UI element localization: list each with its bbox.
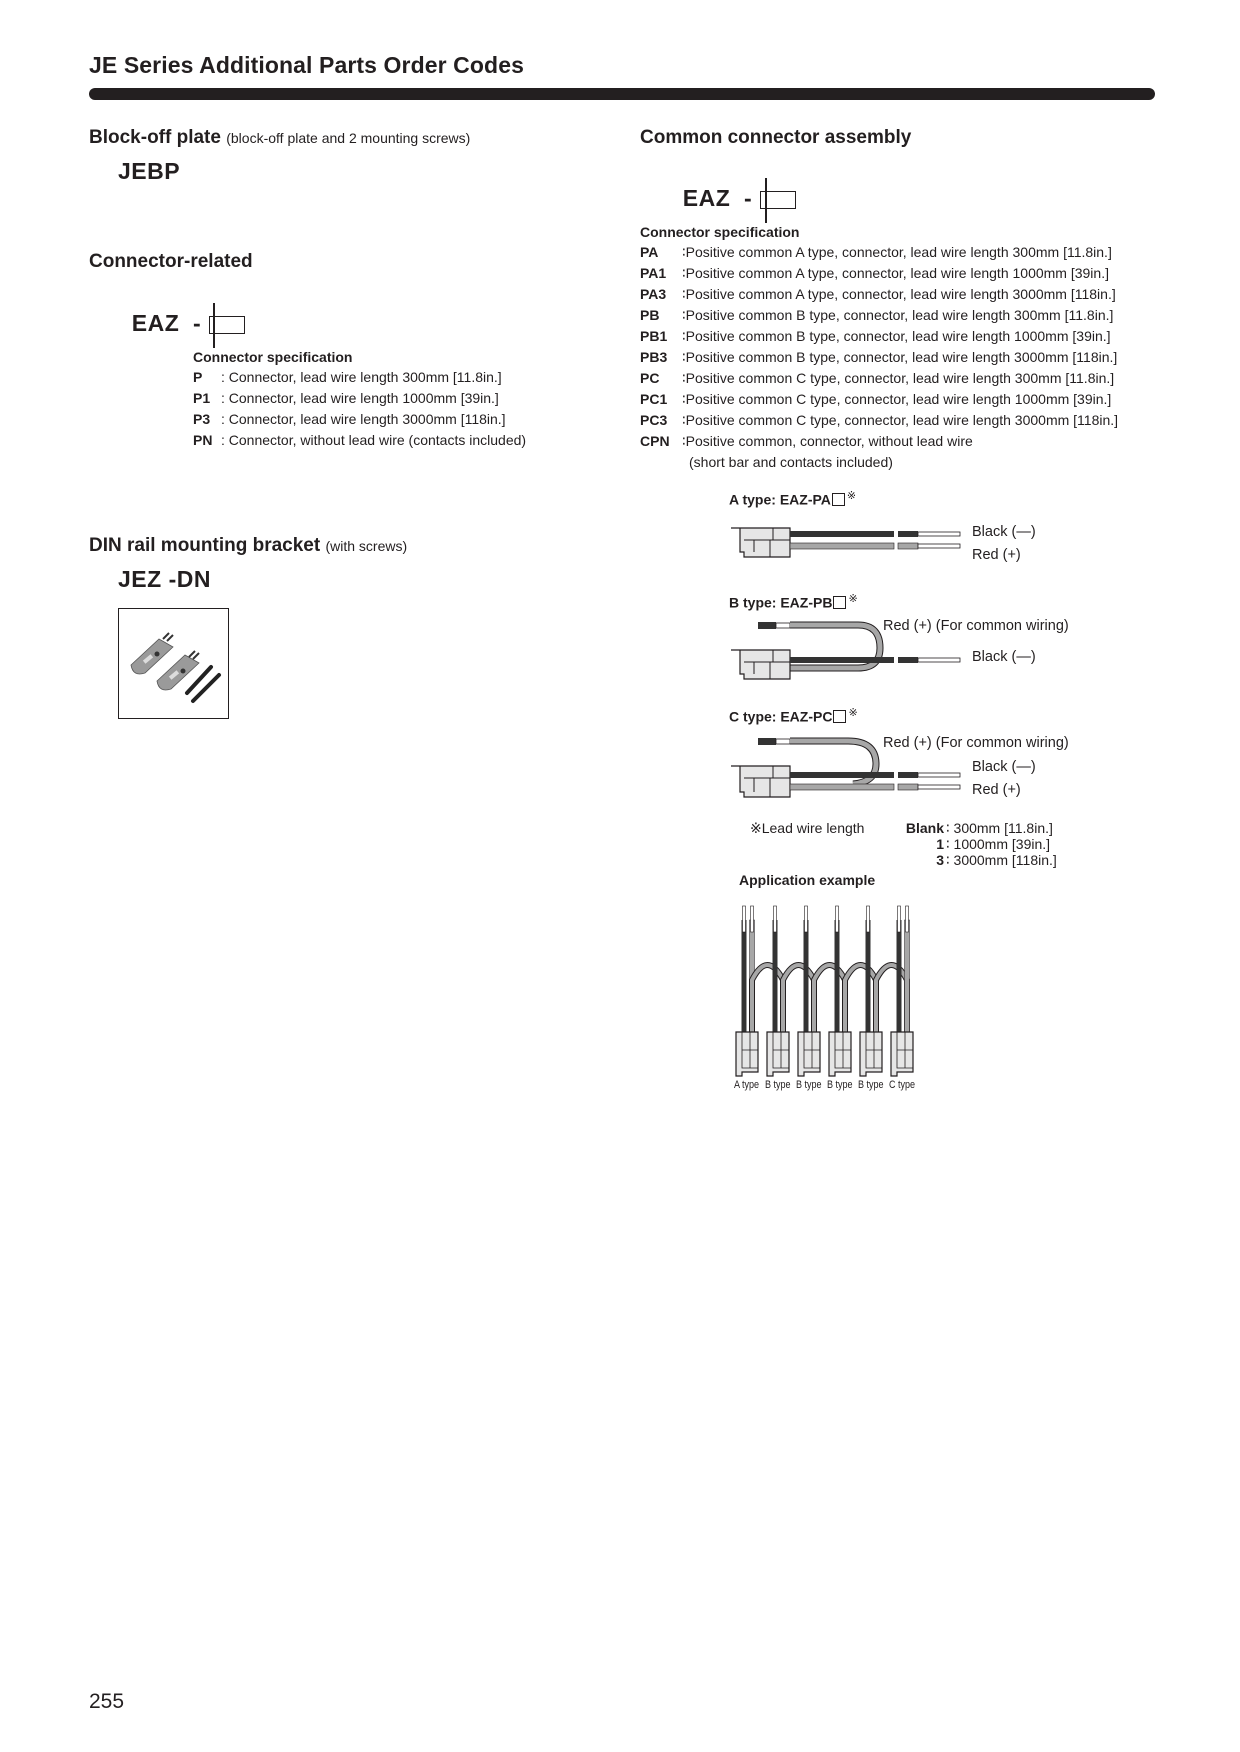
spec-row [193,430,526,451]
b-type-label-black: Black (—) [972,649,1036,665]
spec-desc: ∶Positive common B type, connector, lead wire length 3000mm [118in.] [682,349,1118,365]
wire-tip [743,906,746,932]
spec-key: P1 [193,390,211,406]
connector-housing-icon [798,1032,820,1076]
red-wire-end [898,543,918,549]
spec-desc: ∶Positive common C type, connector, lead wire length 300mm [11.8in.] [682,370,1115,386]
b-type-title [729,592,858,611]
spec-row [640,326,1118,347]
spec-desc: ∶Positive common A type, connector, lead wire length 300mm [11.8in.] [682,244,1112,260]
c-type-label-black: Black (—) [972,759,1036,775]
spec-row [640,368,1118,389]
spec-desc: : Connector, lead wire length 300mm [11.8in.] [221,369,502,385]
din-bracket-photo [118,608,229,719]
application-type-label: B type [765,1079,791,1091]
c-type-label-red: Red (+) [972,782,1021,798]
application-type-label: B type [858,1079,884,1091]
spec-desc: ∶Positive common A type, connector, lead wire length 1000mm [39in.] [682,265,1109,281]
a-type-title-text: A type: EAZ-PA [729,491,831,508]
spec-key: PA [640,244,659,260]
black-wire [835,920,840,1032]
title-rule [89,88,1155,100]
connector-housing-icon [731,528,790,557]
common-connector-code [669,158,796,212]
black-wire [804,920,809,1032]
common-wire [876,965,907,1032]
connector-housing-icon [767,1032,789,1076]
connector-related-spec-heading: Connector specification [193,349,353,365]
spec-row [640,305,1118,326]
spec-desc: ∶Positive common C type, connector, lead wire length 1000mm [39in.] [682,391,1112,407]
block-off-plate-subtitle: (block-off plate and 2 mounting screws) [226,130,471,146]
placeholder-box [833,596,846,609]
spec-key: PB3 [640,349,668,365]
wire-tip [906,906,909,932]
spec-row [640,242,1118,263]
black-wire [897,920,902,1032]
code-placeholder-box [209,316,245,334]
spec-key: CPN [640,433,670,449]
spec-desc: ∶Positive common, connector, without lead wire [682,433,973,449]
black-wire [742,920,747,1032]
a-type-label-black: Black (—) [972,524,1036,540]
spec-key: PC1 [640,391,668,407]
spec-desc: : Connector, lead wire length 1000mm [39in.] [221,390,499,406]
wire-tip [774,906,777,932]
connector-related-code-prefix: EAZ - [131,310,202,336]
spec-desc: : Connector, without lead wire (contacts included) [221,432,527,448]
c-type-title-text: C type: EAZ-PC [729,708,833,725]
black-wire-tip [918,658,960,662]
spec-key: PB1 [640,328,668,344]
application-example-title: Application example [739,872,876,888]
din-bracket-icon [119,609,227,717]
spec-desc: ∶Positive common A type, connector, lead wire length 3000mm [118in.] [682,286,1116,302]
wire-tip [867,906,870,932]
common-connector-spec-heading: Connector specification [640,224,800,240]
option-key: Blank [905,820,944,836]
common-wire [752,965,783,1032]
application-type-label: A type [734,1079,760,1091]
connector-housing-icon [736,1032,758,1076]
wire-tip [898,906,901,932]
red-wire [905,920,910,1032]
black-wire-end [898,657,918,663]
spec-key: PN [193,432,213,448]
spec-row [640,431,1118,452]
black-wire-end [898,772,918,778]
common-connector-title: Common connector assembly [640,127,912,148]
connector-related-spec-list [193,367,526,451]
connector-housing-icon [829,1032,851,1076]
a-type-diagram [728,520,968,565]
spec-row [193,388,526,409]
spec-row [640,347,1118,368]
block-off-plate-title: Block-off plate [89,127,221,148]
common-connector-code-prefix: EAZ - [682,185,753,211]
application-example-diagram [728,900,928,1090]
red-wire-end [898,784,918,790]
application-type-label: B type [796,1079,822,1091]
leader-line [765,178,767,223]
note-mark: ※ [848,707,858,719]
spec-row [640,263,1118,284]
terminal-icon [758,738,790,745]
wire-tip [751,906,754,932]
wire-tip [805,906,808,932]
option-key: 3 [936,852,944,868]
connector-housing-icon [860,1032,882,1076]
connector-related-code [118,283,245,337]
spec-key: PA3 [640,286,667,302]
c-type-title [729,706,858,725]
b-type-label-red-common: Red (+) (For common wiring) [883,618,1069,634]
application-type-label: B type [827,1079,853,1091]
connector-housing-icon [891,1032,913,1076]
leader-line [213,303,215,348]
black-wire [790,772,894,778]
spec-row-continuation: (short bar and contacts included) [689,454,893,470]
spec-key: PA1 [640,265,667,281]
lead-wire-option-value: ∶ 300mm [11.8in.] [946,820,1053,836]
placeholder-box [832,493,845,506]
spec-row [640,284,1118,305]
din-rail-subtitle: (with screws) [325,538,408,554]
red-wire [790,543,894,549]
lead-wire-note-label: ※Lead wire length [750,820,865,836]
lead-wire-option-key [860,852,944,868]
connector-housing-icon [731,766,790,797]
black-wire-tip [918,773,960,777]
option-key: 1 [936,836,944,852]
spec-row [640,389,1118,410]
b-type-title-text: B type: EAZ-PB [729,594,833,611]
lead-wire-option-key [860,836,944,852]
spec-row [193,409,526,430]
red-wire-tip [918,785,960,789]
black-wire-tip [918,532,960,536]
placeholder-box [833,710,846,723]
a-type-title [729,489,856,508]
block-off-plate-code: JEBP [118,158,181,184]
red-wire-tip [918,544,960,548]
black-wire-end [898,531,918,537]
spec-key: P3 [193,411,211,427]
terminal-icon [758,622,790,629]
din-rail-code: JEZ -DN [118,566,211,592]
spec-desc: : Connector, lead wire length 3000mm [118in.] [221,411,506,427]
connector-housing-icon [731,650,790,679]
common-wire [845,965,876,1032]
lead-wire-option-value: ∶ 1000mm [39in.] [946,836,1051,852]
common-connector-spec-list [640,242,1118,473]
red-wire [790,784,894,790]
spec-desc: ∶Positive common B type, connector, lead wire length 300mm [11.8in.] [682,307,1114,323]
din-rail-title: DIN rail mounting bracket [89,535,321,556]
black-wire [790,531,894,537]
spec-row [193,367,526,388]
spec-desc: ∶Positive common C type, connector, lead wire length 3000mm [118in.] [682,412,1119,428]
lead-wire-option-value: ∶ 3000mm [118in.] [946,852,1057,868]
a-type-label-red: Red (+) [972,547,1021,563]
application-type-label: C type [889,1079,916,1091]
note-mark: ※ [846,490,857,502]
page-number: 255 [89,1690,125,1713]
connector-related-title: Connector-related [89,251,253,272]
common-wire [783,965,814,1032]
spec-desc: ∶Positive common B type, connector, lead wire length 1000mm [39in.] [682,328,1111,344]
din-rail-heading [89,535,407,557]
spec-key: PC3 [640,412,668,428]
note-mark: ※ [848,593,858,605]
block-off-plate-heading [89,127,470,149]
black-wire [773,920,778,1032]
black-wire [866,920,871,1032]
spec-key: PB [640,307,660,323]
black-wire [790,657,894,663]
wire-tip [836,906,839,932]
spec-key: P [193,369,203,385]
common-wire [814,965,845,1032]
c-type-label-red-common: Red (+) (For common wiring) [883,735,1069,751]
page-title: JE Series Additional Parts Order Codes [89,52,524,78]
spec-key: PC [640,370,660,386]
spec-row [640,410,1118,431]
lead-wire-option-key [860,820,944,836]
